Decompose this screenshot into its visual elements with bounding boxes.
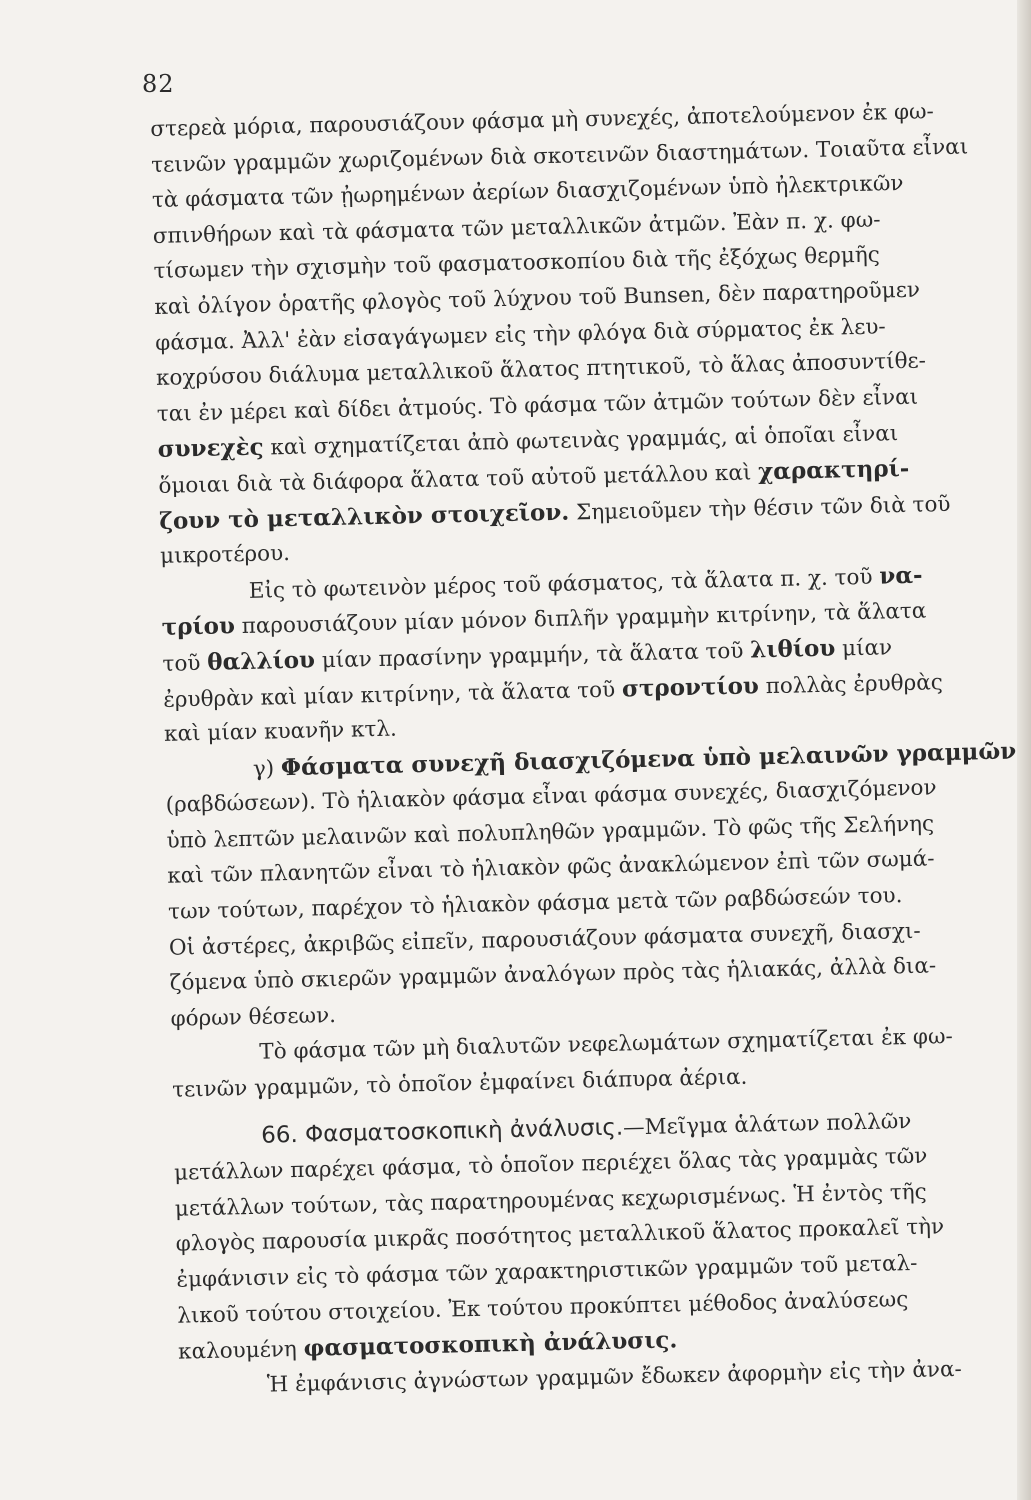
text-line: των τούτων, παρέχον τὸ ἡλιακὸν φάσμα μετὰ τῶν ραβδώσεών του. (167, 883, 903, 925)
section-title: 66. Φασματοσκοπικὴ ἀνάλυσις. (260, 1114, 624, 1149)
bold-term: φασματοσκοπικὴ ἀνάλυσις. (303, 1326, 678, 1363)
section-heading: 66. Φασματοσκοπικὴ ἀνάλυσις.—Μεῖγμα ἁλάτων πολλῶν (260, 1108, 912, 1149)
text-line: φλογὸς παρουσία μικρᾶς ποσότητος μεταλλικοῦ ἅλατος προκαλεῖ τὴν (175, 1214, 945, 1258)
bold-term: ζουν τὸ μεταλλικὸν στοιχεῖον. (158, 498, 570, 535)
text-line: Εἰς τὸ φωτεινὸν μέρος τοῦ φάσματος, τὰ ἅλατα π. χ. τοῦ να- (248, 561, 923, 604)
text-line: λικοῦ τούτου στοιχείου. Ἐκ τούτου προκύπτει μέθοδος ἀναλύσεως (177, 1286, 909, 1329)
text-line: στερεὰ μόρια, παρουσιάζουν φάσμα μὴ συνεχές, ἀποτελούμενον ἐκ φω- (150, 99, 935, 142)
bold-term: να- (879, 561, 923, 590)
text-line: τρίου παρουσιάζουν μίαν μόνον διπλῆν γραμμὴν κιτρίνην, τὰ ἅλατα (161, 598, 927, 642)
text-line: ὅμοιαι διὰ τὰ διάφορα ἅλατα τοῦ αὐτοῦ μετάλλου καὶ χαρακτηρί- (158, 454, 910, 499)
bold-term: συνεχὲς (157, 433, 264, 464)
text-line: καὶ μίαν κυανῆν κτλ. (163, 716, 398, 747)
bold-term: τρίου (161, 612, 236, 642)
text-line: σπινθήρων καὶ τὰ φάσματα τῶν μεταλλικῶν ἀτμῶν. Ἐὰν π. χ. φω- (152, 207, 881, 249)
body-text (150, 92, 1031, 1405)
text-line: καλουμένη φασματοσκοπικὴ ἀνάλυσις. (177, 1326, 678, 1365)
text-line: Τὸ φάσμα τῶν μὴ διαλυτῶν νεφελωμάτων σχηματίζεται ἐκ φω- (259, 1024, 954, 1066)
text-line: καὶ τῶν πλανητῶν εἶναι τὸ ἡλιακὸν φῶς ἀνακλώμενον ἐπὶ τῶν σωμά- (167, 846, 935, 890)
subsection-heading: γ) Φάσματα συνεχῆ διασχιζόμενα ὑπὸ μελαινῶν γραμμῶν (252, 737, 1017, 782)
text-line: (ραβδώσεων). Τὸ ἡλιακὸν φάσμα εἶναι φάσμα συνεχές, διασχιζόμενον (165, 775, 937, 819)
text-line: ἐμφάνισιν εἰς τὸ φάσμα τῶν χαρακτηριστικῶν γραμμῶν τοῦ μεταλ- (176, 1250, 918, 1293)
text-line: ται ἐν μέρει καὶ δίδει ἀτμούς. Τὸ φάσμα τῶν ἀτμῶν τούτων δὲν εἶναι (156, 384, 919, 427)
text-line: μικροτέρου. (159, 541, 291, 570)
text-line: φόρων θέσεων. (170, 1002, 337, 1032)
text-line: τεινῶν γραμμῶν χωριζομένων διὰ σκοτεινῶν διαστημάτων. Τοιαῦτα εἶναι (150, 134, 969, 178)
page-number: 82 (142, 70, 175, 98)
text-line: ἐρυθρὰν καὶ μίαν κιτρίνην, τὰ ἅλατα τοῦ στροντίου πολλὰς ἐρυθρὰς (163, 669, 944, 713)
text-line: τὰ φάσματα τῶν ᾐωρημένων ἀερίων διασχιζομένων ὑπὸ ἠλεκτρικῶν (151, 171, 904, 214)
text-line: τοῦ θαλλίου μίαν πρασίνην γραμμήν, τὰ ἅλατα τοῦ λιθίου μίαν (162, 634, 893, 677)
text-line: ζόμενα ὑπὸ σκιερῶν γραμμῶν ἀναλόγων πρὸς τὰς ἡλιακάς, ἀλλὰ δια- (169, 953, 937, 997)
bold-term: στροντίου (621, 671, 760, 702)
text-line: καὶ ὀλίγον ὁρατῆς φλογὸς τοῦ λύχνου τοῦ Bunsen, δὲν παρατηροῦμεν (154, 277, 921, 320)
text-line: ὑπὸ λεπτῶν μελαινῶν καὶ πολυπληθῶν γραμμῶν. Τὸ φῶς τῆς Σελήνης (166, 811, 935, 854)
text-line: ζουν τὸ μεταλλικὸν στοιχεῖον. Σημειοῦμεν τὴν θέσιν τῶν διὰ τοῦ (158, 491, 951, 535)
text-line: Οἱ ἀστέρες, ἀκριβῶς εἰπεῖν, παρουσιάζουν φάσματα συνεχῆ, διασχι- (168, 918, 921, 961)
bold-term: χαρακτηρί- (757, 454, 910, 486)
text-line: κοχρύσου διάλυμα μεταλλικοῦ ἅλατος πτητικοῦ, τὸ ἅλας ἀποσυντίθε- (155, 348, 927, 392)
text-line: τεινῶν γραμμῶν, τὸ ὁποῖον ἐμφαίνει διάπυρα ἀέρια. (171, 1064, 748, 1103)
bold-term: Φάσματα συνεχῆ διασχιζόμενα ὑπὸ μελαινῶν γραμμῶν (280, 737, 1017, 781)
text-line: μετάλλων τούτων, τὰς παρατηρουμένας κεχωρισμένως. Ἡ ἐντὸς τῆς (174, 1179, 927, 1222)
text-line: τίσωμεν τὴν σχισμὴν τοῦ φασματοσκοπίου διὰ τῆς ἐξόχως θερμῆς (153, 242, 881, 285)
text-line: Ἡ ἐμφάνισις ἀγνώστων γραμμῶν ἔδωκεν ἀφορμὴν εἰς τὴν ἀνα- (266, 1356, 963, 1398)
bold-term: λιθίου (749, 634, 836, 664)
text-line: μετάλλων παρέχει φάσμα, τὸ ὁποῖον περιέχει ὅλας τὰς γραμμὰς τῶν (173, 1143, 928, 1186)
text-line: φάσμα. Ἀλλ' ἐὰν εἰσαγάγωμεν εἰς τὴν φλόγα διὰ σύρματος ἐκ λευ- (154, 313, 886, 356)
bold-term: θαλλίου (206, 646, 316, 676)
text-line: συνεχὲς καὶ σχηματίζεται ἀπὸ φωτεινὰς γραμμάς, αἱ ὁποῖαι εἶναι (157, 421, 899, 464)
